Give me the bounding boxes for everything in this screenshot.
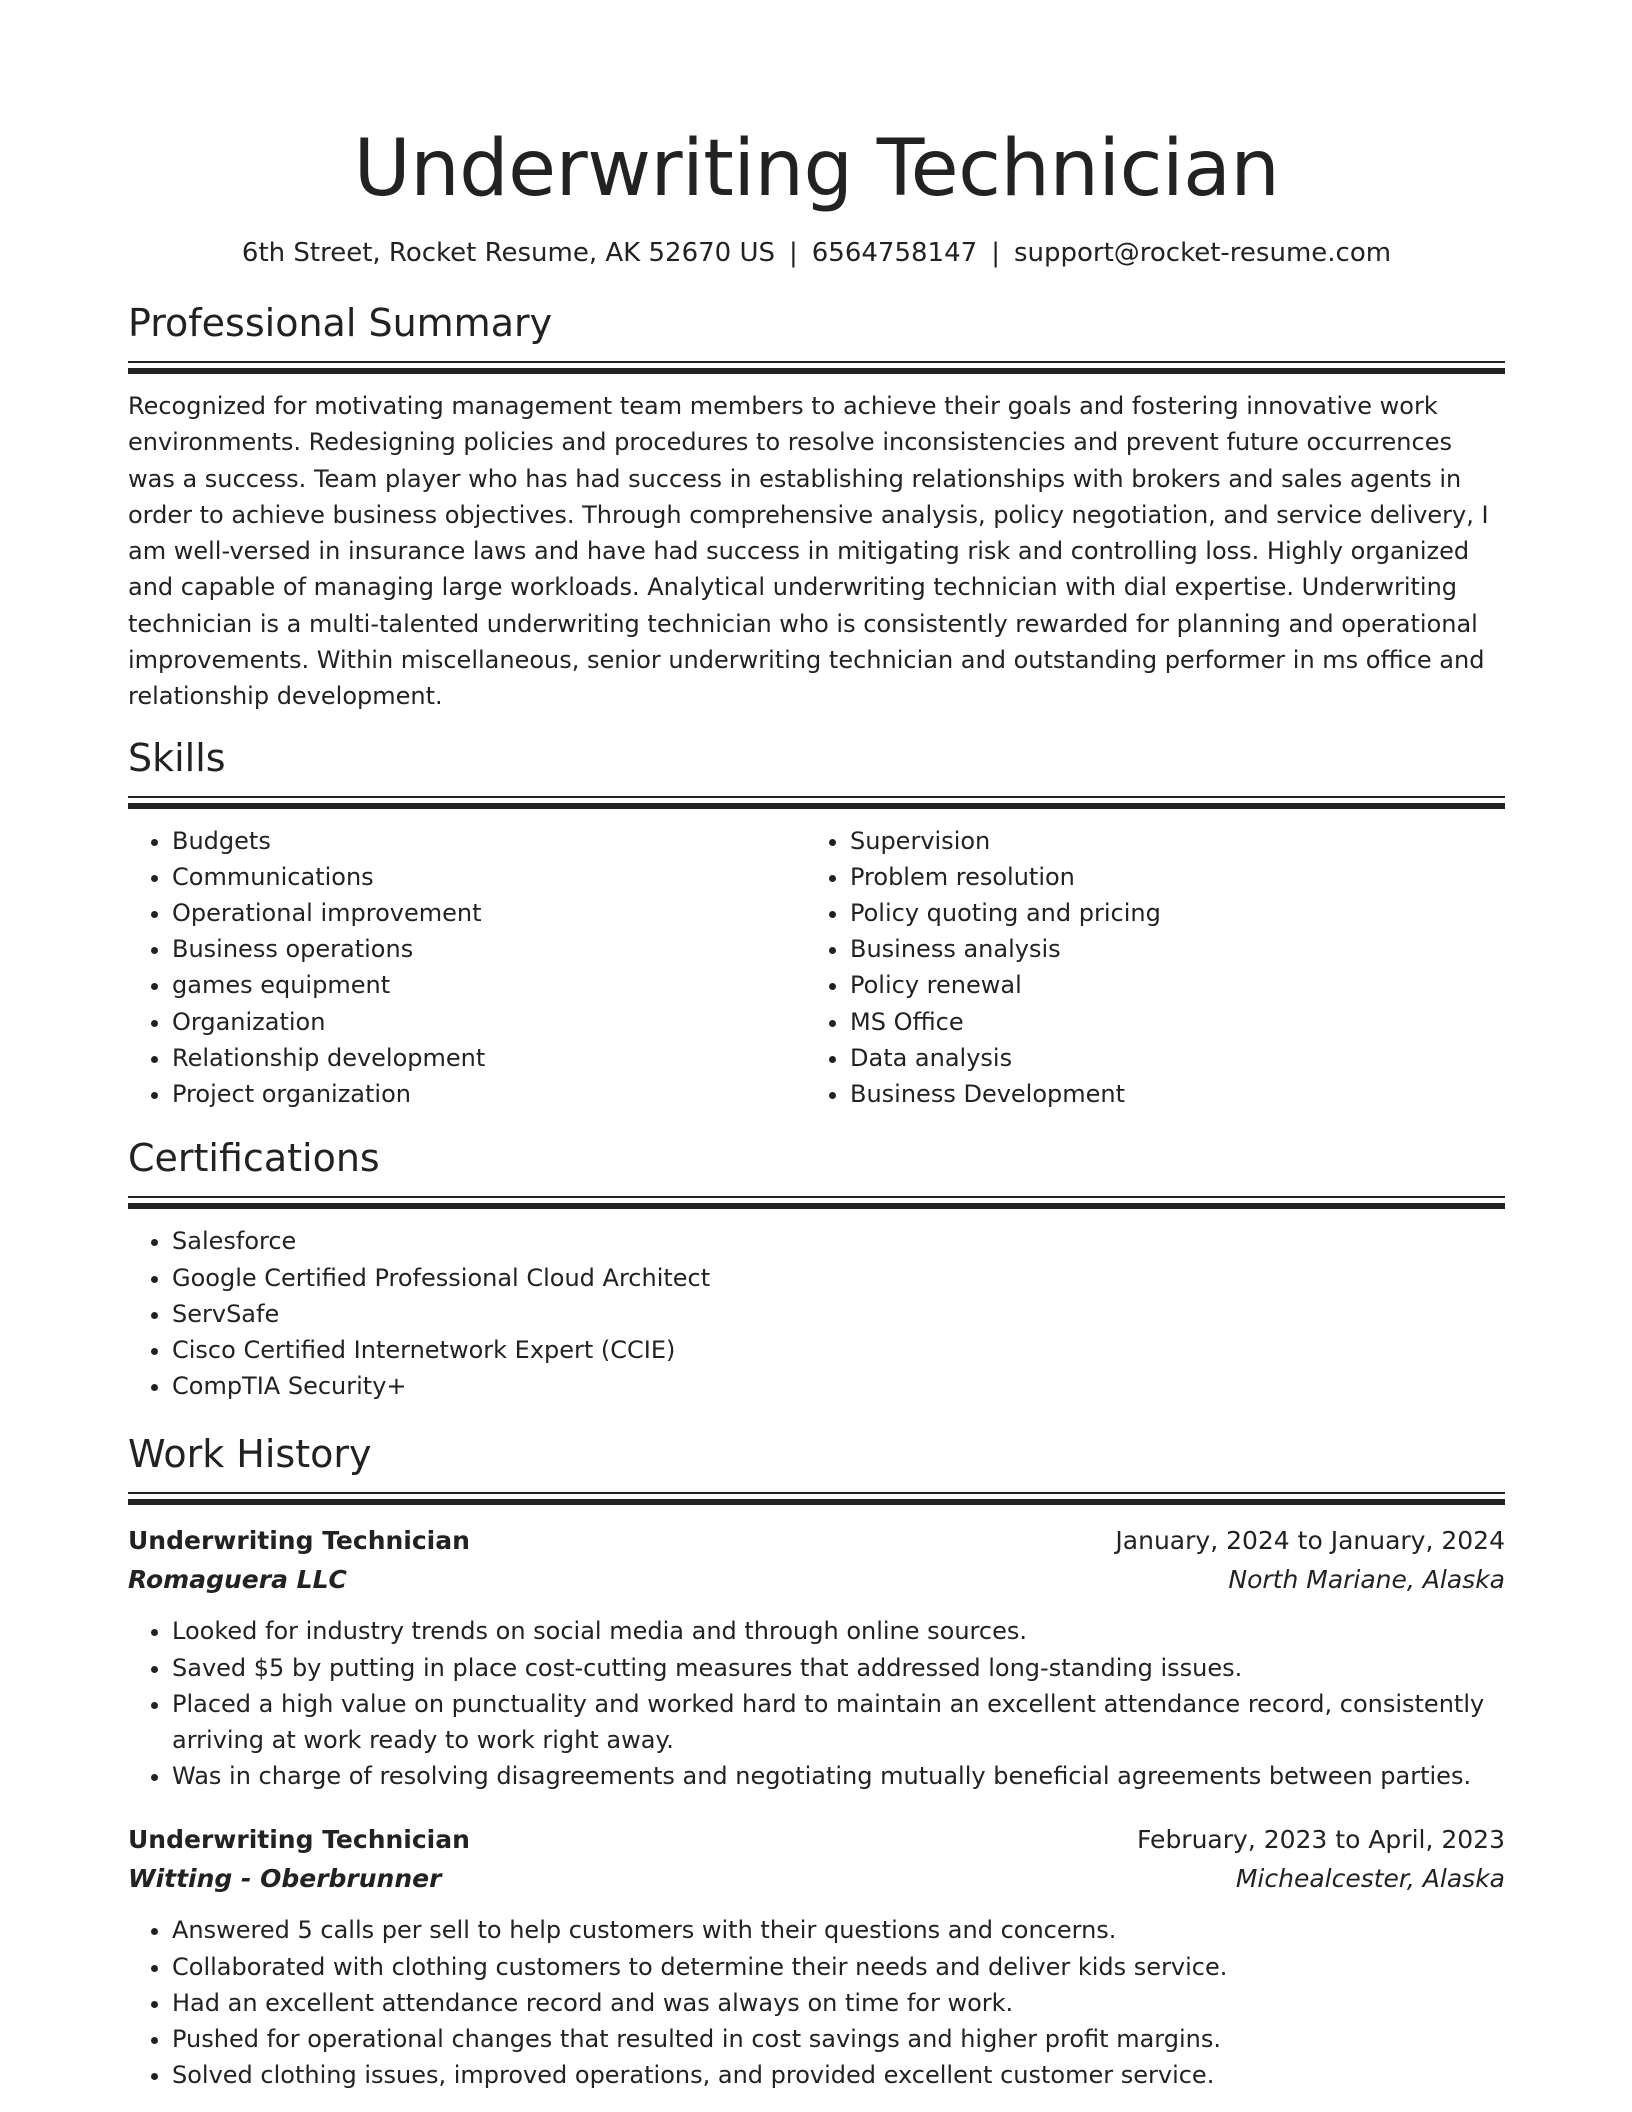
skill-item: • Operational improvement	[172, 895, 806, 931]
work-history-section	[128, 1430, 1505, 2093]
section-divider	[128, 361, 1505, 374]
skill-item: • Business Development	[850, 1076, 1530, 1112]
skill-item: • Relationship development	[172, 1040, 806, 1076]
certifications-list	[128, 1223, 1505, 1404]
skill-item: • Business operations	[172, 931, 806, 967]
job-header	[128, 1820, 1505, 1859]
job-bullet: • Collaborated with clothing customers to determine their needs and deliver kids service.	[172, 1949, 1505, 1985]
section-divider	[128, 1196, 1505, 1209]
job-bullet: • Placed a high value on punctuality and worked hard to maintain an excellent attendance record, consistently arriving at work ready to work right away.	[172, 1686, 1505, 1758]
job-bullet: • Saved $5 by putting in place cost-cutting measures that addressed long-standing issues.	[172, 1650, 1505, 1686]
contact-separator: |	[789, 238, 798, 268]
certification-item: • Cisco Certified Internetwork Expert (CCIE)	[172, 1332, 1505, 1368]
skill-item: • Problem resolution	[850, 859, 1530, 895]
job-location: North Mariane, Alaska	[1228, 1565, 1505, 1595]
skills-left-list	[128, 823, 806, 1113]
certification-item: • Salesforce	[172, 1223, 1505, 1259]
section-divider	[128, 1492, 1505, 1505]
skill-item: • Supervision	[850, 823, 1530, 859]
summary-text: Recognized for motivating management team members to achieve their goals and fostering innovative work environments. Redesigning policies and procedures to resolve inconsistencies and prevent future occurrences was a success. Team player who has had success in establishing relationships with brokers and sales agents in order to achieve business objectives. Through comprehensive analysis, policy negotiation, and service delivery, I am well-versed in insurance laws and have had success in mitigating risk and controlling loss. Highly organized and capable of managing large workloads. Analytical underwriting technician with dial expertise. Underwriting technician is a multi-talented underwriting technician who is consistently rewarded for planning and operational improvements. Within miscellaneous, senior underwriting technician and outstanding performer in ms office and relationship development.	[128, 392, 1489, 711]
job-subheader	[128, 1859, 1505, 1898]
job-bullets	[128, 1613, 1505, 1794]
skills-section	[128, 734, 1505, 1113]
job-bullet: • Pushed for operational changes that resulted in cost savings and higher profit margins.	[172, 2021, 1505, 2057]
job-bullet: • Solved clothing issues, improved operations, and provided excellent customer service.	[172, 2057, 1505, 2093]
job-location: Michealcester, Alaska	[1235, 1864, 1505, 1894]
candidate-name: Underwriting Technician	[353, 124, 1280, 214]
job-subheader	[128, 1560, 1505, 1599]
job-title: Underwriting Technician	[128, 1526, 470, 1556]
job-dates: February, 2023 to April, 2023	[1137, 1825, 1505, 1855]
job-company: Romaguera LLC	[128, 1565, 347, 1595]
certification-item: • ServSafe	[172, 1296, 1505, 1332]
job-bullet: • Answered 5 calls per sell to help customers with their questions and concerns.	[172, 1912, 1505, 1948]
job-title: Underwriting Technician	[128, 1825, 470, 1855]
job-entry	[128, 1521, 1505, 1794]
skill-item: • Policy quoting and pricing	[850, 895, 1530, 931]
skills-right-list	[806, 823, 1530, 1113]
section-divider	[128, 796, 1505, 809]
certifications-section	[128, 1134, 1505, 1404]
skill-item: • games equipment	[172, 967, 806, 1003]
contact-email: support@rocket-resume.com	[1013, 238, 1392, 268]
job-bullet: • Had an excellent attendance record and was always on time for work.	[172, 1985, 1505, 2021]
skill-item: • Policy renewal	[850, 967, 1530, 1003]
job-bullet: • Was in charge of resolving disagreements and negotiating mutually beneficial agreements between parties.	[172, 1758, 1505, 1794]
skill-item: • Project organization	[172, 1076, 806, 1112]
job-dates: January, 2024 to January, 2024	[1115, 1526, 1505, 1556]
certifications-heading: Certifications	[128, 1136, 380, 1181]
certification-item: • Google Certified Professional Cloud Architect	[172, 1260, 1505, 1296]
summary-section	[128, 299, 1505, 715]
contact-phone: 6564758147	[811, 238, 978, 268]
certification-item: • CompTIA Security+	[172, 1368, 1505, 1404]
summary-heading: Professional Summary	[128, 301, 553, 345]
skill-item: • Business analysis	[850, 931, 1530, 967]
skill-item: • Data analysis	[850, 1040, 1530, 1076]
work-history-heading: Work History	[128, 1432, 372, 1477]
contact-line	[128, 236, 1505, 270]
skill-item: • Communications	[172, 859, 806, 895]
skills-grid	[128, 823, 1505, 1113]
contact-separator: |	[991, 238, 1000, 268]
job-bullet: • Looked for industry trends on social media and through online sources.	[172, 1613, 1505, 1649]
skill-item: • Organization	[172, 1004, 806, 1040]
skill-item: • Budgets	[172, 823, 806, 859]
job-header	[128, 1521, 1505, 1560]
contact-address: 6th Street, Rocket Resume, AK 52670 US	[241, 238, 775, 268]
skill-item: • MS Office	[850, 1004, 1530, 1040]
resume-page	[128, 0, 1505, 2093]
job-bullets	[128, 1912, 1505, 2093]
job-entry	[128, 1820, 1505, 2093]
job-company: Witting - Oberbrunner	[128, 1864, 442, 1894]
skills-heading: Skills	[128, 735, 226, 780]
